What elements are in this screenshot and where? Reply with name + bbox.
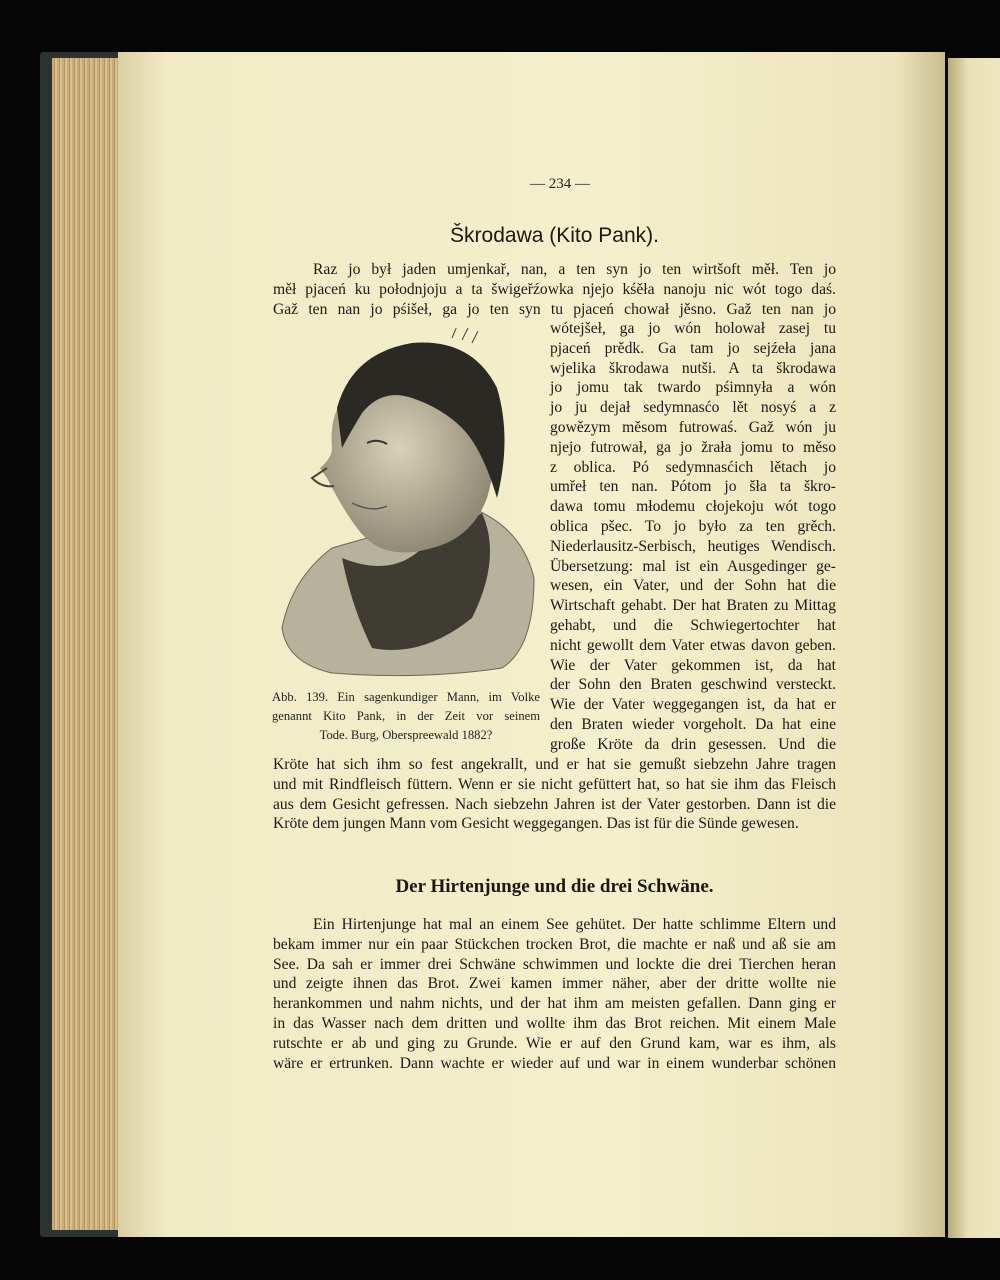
text-line: Raz jo był jaden umjenkař, nan, a ten syn jo ten wirtšoft měł. Ten jo bbox=[313, 261, 836, 278]
text-line: jo jomu tak twardo pśimnyła a wón bbox=[550, 379, 836, 397]
caption-line: genannt Kito Pank, in der Zeit vor seinem bbox=[272, 709, 540, 723]
text-line: Wie der Vater weggegangen ist, da hat er bbox=[550, 696, 836, 714]
text-line: aus dem Gesicht gefressen. Nach siebzehn Jahren ist der Vater gestorben. Dann ist die bbox=[273, 795, 836, 813]
text-line: See. Da sah er immer drei Schwäne schwimmen und lockte die drei Tierchen heran bbox=[273, 955, 836, 973]
text-line: dawa tomu młodemu cłojekoju wót togo bbox=[550, 498, 836, 516]
text-line: Kröte hat sich ihm so fest angekrallt, und er hat sie gemußt siebzehn Jahre tragen bbox=[273, 756, 836, 773]
intro-paragraph bbox=[273, 260, 836, 319]
text-line: z oblica. Pó sedymnasćich lětach jo bbox=[550, 458, 836, 476]
caption-line: Tode. Burg, Oberspreewald 1882? bbox=[319, 728, 493, 742]
text-line: wesen, ein Vater, und der Sohn hat die bbox=[550, 577, 836, 595]
text-line: gehabt, und die Schwiegertochter hat bbox=[550, 616, 836, 634]
text-line: jo ju dejał sedymnasćo lět nosyś a z bbox=[550, 399, 836, 417]
text-line: njejo futrował, ga jo žrała jomu to měso bbox=[550, 438, 836, 456]
text-line: Kröte dem jungen Mann vom Gesicht weggegangen. Das ist für die Sünde gewesen. bbox=[273, 815, 799, 833]
text-line: wótejšeł, ga jo wón holował zasej tu bbox=[550, 320, 836, 337]
text-line: gowězym měsom futrowaś. Gaž wón ju bbox=[550, 418, 836, 436]
text-line: umřeł ten nan. Pótom jo šła ta škro- bbox=[550, 478, 836, 496]
section-heading: Der Hirtenjunge und die drei Schwäne. bbox=[395, 876, 714, 897]
text-line: und mit Rindfleisch füttern. Wenn er sie nicht gefüttert hat, so hat sie ihm das Fleisch bbox=[273, 775, 836, 793]
text-line: Wirtschaft gehabt. Der hat Braten zu Mittag bbox=[550, 597, 836, 615]
text-line: Niederlausitz-Serbisch, heutiges Wendisch. bbox=[550, 537, 836, 555]
text-line: Übersetzung: mal ist ein Ausgedinger ge- bbox=[550, 557, 836, 575]
text-line: oblica pšec. To jo było za ten grěch. bbox=[550, 517, 836, 535]
column-paragraph bbox=[550, 319, 836, 755]
text-line: bekam immer nur ein paar Stückchen trocken Brot, die machte er naß und aß sie am bbox=[273, 935, 836, 953]
text-line: Wie der Vater gekommen ist, da hat bbox=[550, 656, 836, 674]
text-line: měł pjaceń ku połodnjoju a ta šwigeřźowka njejo kśěła nanoju nic wót togo daś. bbox=[273, 280, 836, 298]
text-line: der Sohn den Braten geschwind versteckt. bbox=[550, 676, 836, 694]
facing-page bbox=[948, 58, 1000, 1238]
text-line: wjelika škrodawa nutši. A ta škrodawa bbox=[550, 359, 836, 377]
portrait-illustration bbox=[272, 328, 537, 680]
text-line: nicht gewollt dem Vater etwas davon geben. bbox=[550, 636, 836, 654]
caption-line: Abb. 139. Ein sagenkundiger Mann, im Volke bbox=[272, 690, 540, 704]
text-line: wäre er ertrunken. Dann wachte er wieder auf und war in einem wunderbar schönen bbox=[273, 1054, 836, 1072]
text-line: große Kröte da drin gesessen. Und die bbox=[550, 735, 836, 753]
text-line: Gaž ten nan jo pśišeł, ga jo ten syn tu pjaceń chował jěsno. Gaž ten nan jo bbox=[273, 300, 836, 318]
figure-caption bbox=[272, 688, 540, 745]
story-paragraph bbox=[273, 915, 836, 1073]
text-line: Ein Hirtenjunge hat mal an einem See gehütet. Der hatte schlimme Eltern und bbox=[313, 916, 836, 933]
text-line: herankommen und nahm nichts, und der hat ihm am meisten gefallen. Dann ging er bbox=[273, 995, 836, 1013]
text-line: pjaceń prědk. Ga tam jo sejźeła jana bbox=[550, 339, 836, 357]
text-line: und zeigte ihnen das Brot. Zwei kamen immer näher, aber der dritte wollte nie bbox=[273, 975, 836, 993]
text-line: in das Wasser nach dem dritten und wollte ihm das Brot reichen. Mit einem Male bbox=[273, 1014, 836, 1032]
page-number: — 234 — bbox=[530, 176, 590, 192]
continuation-paragraph bbox=[273, 755, 836, 834]
story-title: Škrodawa (Kito Pank). bbox=[450, 224, 659, 247]
text-line: den Braten wieder vorgeholt. Da hat eine bbox=[550, 715, 836, 733]
text-line: rutschte er ab und ging zu Grunde. Wie er auf den Grund kam, war es ihm, als bbox=[273, 1034, 836, 1052]
